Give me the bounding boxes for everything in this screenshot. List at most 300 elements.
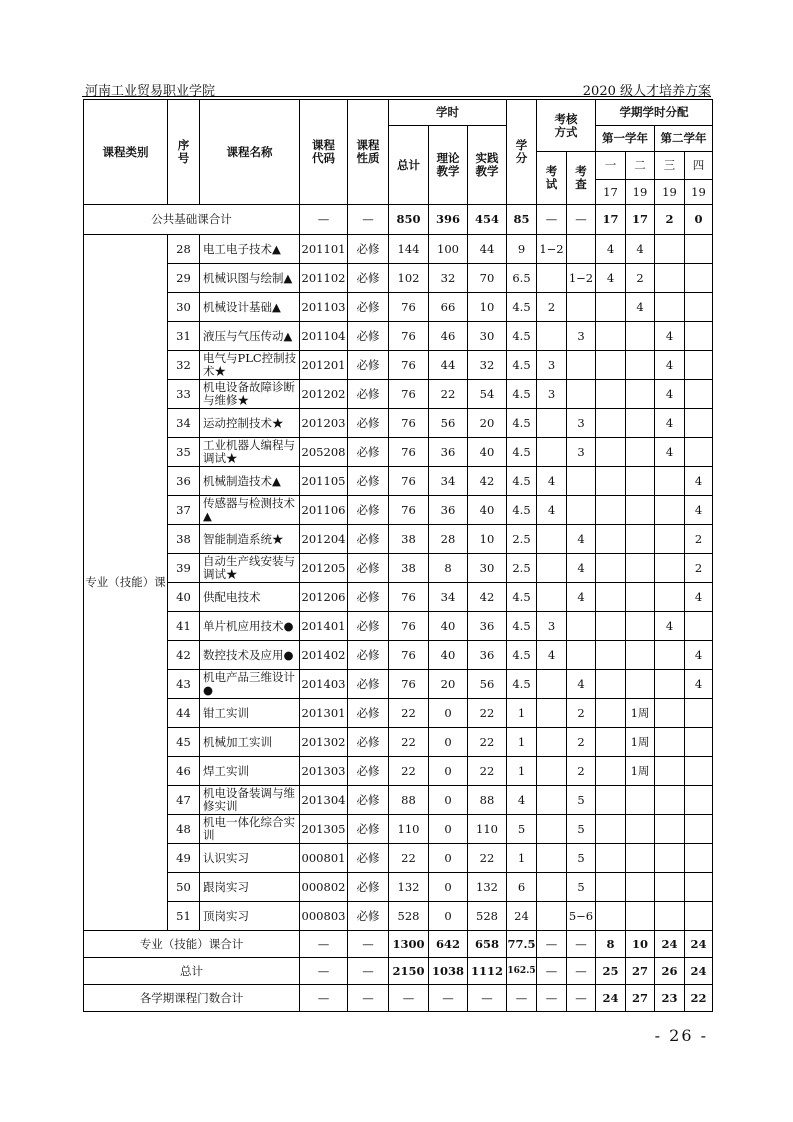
course-check: 5 (567, 786, 596, 815)
public-total-exam: — (537, 205, 567, 235)
course-practice: 54 (468, 380, 507, 409)
course-row (84, 438, 713, 467)
course-check: 4 (567, 670, 596, 699)
course-s1 (596, 322, 626, 351)
course-theory: 0 (429, 844, 468, 873)
course-nature: 必修 (348, 641, 389, 670)
course-s2 (626, 351, 655, 380)
course-name: 机械设计基础▲ (200, 293, 300, 322)
public-total-nature: — (348, 205, 389, 235)
course-exam: 4 (537, 496, 567, 525)
course-name: 电气与PLC控制技术★ (200, 351, 300, 380)
course-s2: 1周 (626, 699, 655, 728)
course-total: 144 (389, 235, 429, 264)
header-year2: 第二学年 (655, 126, 713, 152)
course-s1 (596, 293, 626, 322)
summary-s2: 10 (626, 931, 655, 958)
course-name: 液压与气压传动▲ (200, 322, 300, 351)
course-row (84, 322, 713, 351)
header-weeks-3: 19 (655, 180, 685, 205)
course-exam (537, 438, 567, 467)
course-name: 机电一体化综合实训 (200, 815, 300, 844)
course-code: 201104 (300, 322, 348, 351)
course-theory: 36 (429, 438, 468, 467)
course-name: 电工电子技术▲ (200, 235, 300, 264)
course-code: 201403 (300, 670, 348, 699)
course-check (567, 293, 596, 322)
summary-credit: 162.5 (507, 958, 537, 985)
public-total-s3: 2 (655, 205, 685, 235)
course-number: 47 (168, 786, 200, 815)
course-number: 39 (168, 554, 200, 583)
course-practice: 40 (468, 438, 507, 467)
course-code: 201402 (300, 641, 348, 670)
course-credit: 1 (507, 699, 537, 728)
course-s1 (596, 554, 626, 583)
course-exam (537, 757, 567, 786)
summary-practice: 1112 (468, 958, 507, 985)
course-code: 201101 (300, 235, 348, 264)
course-s3: 4 (655, 438, 685, 467)
course-total: 88 (389, 786, 429, 815)
summary-label: 各学期课程门数合计 (84, 985, 300, 1012)
course-number: 30 (168, 293, 200, 322)
course-number: 35 (168, 438, 200, 467)
course-total: 76 (389, 322, 429, 351)
course-credit: 4.5 (507, 351, 537, 380)
course-row (84, 728, 713, 757)
course-total: 76 (389, 438, 429, 467)
course-theory: 0 (429, 815, 468, 844)
course-s3 (655, 873, 685, 902)
course-name: 跟岗实习 (200, 873, 300, 902)
summary-practice: — (468, 985, 507, 1012)
header-semester-2: 二 (626, 152, 655, 180)
course-code: 201106 (300, 496, 348, 525)
course-credit: 4.5 (507, 293, 537, 322)
course-code: 201303 (300, 757, 348, 786)
course-code: 201203 (300, 409, 348, 438)
course-row (84, 264, 713, 293)
course-s1: 4 (596, 235, 626, 264)
course-s4 (685, 409, 713, 438)
course-exam (537, 873, 567, 902)
course-s4 (685, 380, 713, 409)
course-nature: 必修 (348, 293, 389, 322)
course-nature: 必修 (348, 264, 389, 293)
course-row (84, 873, 713, 902)
course-number: 41 (168, 612, 200, 641)
course-credit: 5 (507, 815, 537, 844)
course-total: 76 (389, 612, 429, 641)
header-check: 考 查 (567, 152, 596, 205)
course-s2 (626, 554, 655, 583)
course-s3 (655, 670, 685, 699)
course-total: 102 (389, 264, 429, 293)
course-row (84, 554, 713, 583)
course-s4 (685, 786, 713, 815)
course-s3 (655, 757, 685, 786)
course-row (84, 757, 713, 786)
summary-row (84, 958, 713, 985)
course-number: 44 (168, 699, 200, 728)
course-practice: 42 (468, 583, 507, 612)
course-total: 22 (389, 844, 429, 873)
header-exam: 考 试 (537, 152, 567, 205)
course-theory: 0 (429, 757, 468, 786)
course-s4 (685, 438, 713, 467)
course-credit: 4.5 (507, 670, 537, 699)
header-credit: 学 分 (507, 100, 537, 205)
course-practice: 110 (468, 815, 507, 844)
course-name: 焊工实训 (200, 757, 300, 786)
course-s1 (596, 612, 626, 641)
public-total-code: — (300, 205, 348, 235)
course-code: 201204 (300, 525, 348, 554)
course-theory: 0 (429, 873, 468, 902)
course-s2 (626, 467, 655, 496)
course-theory: 32 (429, 264, 468, 293)
header-semester-distribution: 学期学时分配 (596, 100, 713, 126)
course-s3 (655, 554, 685, 583)
public-total-theory: 396 (429, 205, 468, 235)
course-name: 机械识图与绘制▲ (200, 264, 300, 293)
course-name: 机械制造技术▲ (200, 467, 300, 496)
course-practice: 10 (468, 525, 507, 554)
summary-s2: 27 (626, 985, 655, 1012)
course-code: 201305 (300, 815, 348, 844)
course-row (84, 525, 713, 554)
course-nature: 必修 (348, 844, 389, 873)
course-s4: 4 (685, 670, 713, 699)
course-s4 (685, 815, 713, 844)
course-practice: 44 (468, 235, 507, 264)
course-s1 (596, 641, 626, 670)
course-theory: 44 (429, 351, 468, 380)
course-s1 (596, 786, 626, 815)
course-s3 (655, 525, 685, 554)
course-row (84, 641, 713, 670)
course-total: 528 (389, 902, 429, 931)
summary-check: — (567, 958, 596, 985)
course-credit: 4.5 (507, 438, 537, 467)
course-nature: 必修 (348, 670, 389, 699)
course-s3 (655, 496, 685, 525)
course-theory: 34 (429, 467, 468, 496)
course-practice: 30 (468, 322, 507, 351)
summary-s4: 22 (685, 985, 713, 1012)
course-practice: 22 (468, 757, 507, 786)
course-theory: 0 (429, 786, 468, 815)
course-s4 (685, 322, 713, 351)
course-s2: 2 (626, 264, 655, 293)
course-number: 45 (168, 728, 200, 757)
course-theory: 0 (429, 728, 468, 757)
summary-row (84, 931, 713, 958)
course-name: 机电产品三维设计● (200, 670, 300, 699)
course-code: 201301 (300, 699, 348, 728)
course-s4 (685, 757, 713, 786)
course-nature: 必修 (348, 728, 389, 757)
course-row (84, 409, 713, 438)
course-nature: 必修 (348, 409, 389, 438)
course-check (567, 496, 596, 525)
summary-label: 专业（技能）课合计 (84, 931, 300, 958)
course-total: 132 (389, 873, 429, 902)
course-s2 (626, 815, 655, 844)
course-total: 76 (389, 670, 429, 699)
course-theory: 28 (429, 525, 468, 554)
course-s3 (655, 583, 685, 612)
course-s1 (596, 351, 626, 380)
summary-check: — (567, 985, 596, 1012)
course-exam (537, 786, 567, 815)
course-exam: 4 (537, 467, 567, 496)
course-s2 (626, 583, 655, 612)
course-credit: 4.5 (507, 641, 537, 670)
course-nature: 必修 (348, 757, 389, 786)
course-code: 201206 (300, 583, 348, 612)
course-s3 (655, 728, 685, 757)
course-practice: 20 (468, 409, 507, 438)
course-s2 (626, 786, 655, 815)
course-total: 76 (389, 351, 429, 380)
course-exam (537, 264, 567, 293)
course-s2 (626, 902, 655, 931)
course-nature: 必修 (348, 902, 389, 931)
course-nature: 必修 (348, 583, 389, 612)
course-s2 (626, 496, 655, 525)
course-exam (537, 409, 567, 438)
summary-total: — (389, 985, 429, 1012)
course-credit: 1 (507, 757, 537, 786)
course-exam (537, 844, 567, 873)
course-code: 000801 (300, 844, 348, 873)
course-nature: 必修 (348, 438, 389, 467)
course-exam (537, 728, 567, 757)
course-theory: 56 (429, 409, 468, 438)
course-name: 传感器与检测技术▲ (200, 496, 300, 525)
public-total-credit: 85 (507, 205, 537, 235)
course-code: 201103 (300, 293, 348, 322)
course-total: 76 (389, 496, 429, 525)
course-s1 (596, 438, 626, 467)
course-number: 46 (168, 757, 200, 786)
summary-theory: 1038 (429, 958, 468, 985)
summary-theory: 642 (429, 931, 468, 958)
course-credit: 4.5 (507, 467, 537, 496)
course-exam: 1−2 (537, 235, 567, 264)
summary-s1: 25 (596, 958, 626, 985)
course-total: 22 (389, 699, 429, 728)
course-check: 2 (567, 728, 596, 757)
course-s4: 2 (685, 525, 713, 554)
course-number: 49 (168, 844, 200, 873)
course-s4 (685, 844, 713, 873)
course-s2: 4 (626, 293, 655, 322)
course-number: 38 (168, 525, 200, 554)
course-s1 (596, 467, 626, 496)
course-credit: 2.5 (507, 554, 537, 583)
summary-s1: 24 (596, 985, 626, 1012)
course-s4 (685, 293, 713, 322)
course-s1 (596, 670, 626, 699)
course-row (84, 351, 713, 380)
course-row (84, 467, 713, 496)
course-credit: 24 (507, 902, 537, 931)
course-total: 76 (389, 583, 429, 612)
course-total: 76 (389, 293, 429, 322)
course-credit: 4.5 (507, 322, 537, 351)
course-s2: 1周 (626, 757, 655, 786)
course-exam (537, 525, 567, 554)
course-code: 000802 (300, 873, 348, 902)
course-s3 (655, 786, 685, 815)
course-s3: 4 (655, 380, 685, 409)
course-theory: 100 (429, 235, 468, 264)
header-hours: 学时 (389, 100, 507, 126)
course-code: 201304 (300, 786, 348, 815)
course-check: 3 (567, 438, 596, 467)
course-theory: 0 (429, 699, 468, 728)
summary-credit: — (507, 985, 537, 1012)
course-code: 201201 (300, 351, 348, 380)
course-row (84, 380, 713, 409)
course-row (84, 293, 713, 322)
course-s1 (596, 583, 626, 612)
header-semester-4: 四 (685, 152, 713, 180)
course-theory: 46 (429, 322, 468, 351)
course-practice: 88 (468, 786, 507, 815)
course-exam: 2 (537, 293, 567, 322)
course-number: 36 (168, 467, 200, 496)
course-s2: 4 (626, 235, 655, 264)
course-credit: 1 (507, 728, 537, 757)
course-row (84, 844, 713, 873)
course-s4: 4 (685, 641, 713, 670)
course-name: 工业机器人编程与调试★ (200, 438, 300, 467)
course-exam: 3 (537, 380, 567, 409)
course-nature: 必修 (348, 873, 389, 902)
summary-s3: 24 (655, 931, 685, 958)
summary-nature: — (348, 958, 389, 985)
page-number: - 26 - (654, 1026, 708, 1045)
header-semester-1: 一 (596, 152, 626, 180)
course-total: 110 (389, 815, 429, 844)
course-s3 (655, 467, 685, 496)
course-s2 (626, 409, 655, 438)
course-number: 29 (168, 264, 200, 293)
course-s3 (655, 902, 685, 931)
summary-check: — (567, 931, 596, 958)
course-s1 (596, 815, 626, 844)
course-code: 201102 (300, 264, 348, 293)
course-number: 40 (168, 583, 200, 612)
course-number: 43 (168, 670, 200, 699)
header-course-code: 课程 代码 (300, 100, 348, 205)
summary-row (84, 985, 713, 1012)
summary-total: 1300 (389, 931, 429, 958)
course-exam (537, 815, 567, 844)
course-total: 38 (389, 525, 429, 554)
header-school-name: 河南工业贸易职业学院 (85, 84, 216, 99)
course-practice: 132 (468, 873, 507, 902)
header-category: 课程类别 (84, 100, 168, 205)
course-s4: 2 (685, 554, 713, 583)
course-credit: 4.5 (507, 583, 537, 612)
course-s1 (596, 525, 626, 554)
course-practice: 36 (468, 641, 507, 670)
course-total: 22 (389, 757, 429, 786)
course-nature: 必修 (348, 380, 389, 409)
summary-s4: 24 (685, 958, 713, 985)
course-s3 (655, 699, 685, 728)
course-practice: 32 (468, 351, 507, 380)
course-practice: 22 (468, 844, 507, 873)
course-s2 (626, 525, 655, 554)
course-s4 (685, 728, 713, 757)
course-row (84, 670, 713, 699)
course-nature: 必修 (348, 351, 389, 380)
course-s1: 4 (596, 264, 626, 293)
course-check (567, 467, 596, 496)
public-total-s1: 17 (596, 205, 626, 235)
course-practice: 70 (468, 264, 507, 293)
course-check: 5 (567, 815, 596, 844)
course-name: 机械加工实训 (200, 728, 300, 757)
course-s4 (685, 612, 713, 641)
header-weeks-4: 19 (685, 180, 713, 205)
course-row (84, 496, 713, 525)
header-weeks-2: 19 (626, 180, 655, 205)
summary-nature: — (348, 931, 389, 958)
public-total-hours: 850 (389, 205, 429, 235)
course-s1 (596, 844, 626, 873)
course-s1 (596, 380, 626, 409)
course-row (84, 612, 713, 641)
course-name: 智能制造系统★ (200, 525, 300, 554)
course-name: 认识实习 (200, 844, 300, 873)
header-course-nature: 课程 性质 (348, 100, 389, 205)
course-nature: 必修 (348, 786, 389, 815)
course-row (84, 815, 713, 844)
course-practice: 528 (468, 902, 507, 931)
course-nature: 必修 (348, 554, 389, 583)
course-practice: 10 (468, 293, 507, 322)
course-credit: 1 (507, 844, 537, 873)
course-s2 (626, 612, 655, 641)
course-nature: 必修 (348, 467, 389, 496)
header-assessment: 考核 方式 (537, 100, 596, 152)
course-s1 (596, 902, 626, 931)
course-s3: 4 (655, 322, 685, 351)
course-plan-table (83, 99, 713, 1012)
course-credit: 6 (507, 873, 537, 902)
summary-s4: 24 (685, 931, 713, 958)
course-credit: 4.5 (507, 496, 537, 525)
course-exam (537, 699, 567, 728)
course-number: 34 (168, 409, 200, 438)
course-nature: 必修 (348, 496, 389, 525)
summary-code: — (300, 985, 348, 1012)
course-number: 48 (168, 815, 200, 844)
header-year1: 第一学年 (596, 126, 655, 152)
course-name: 供配电技术 (200, 583, 300, 612)
course-nature: 必修 (348, 815, 389, 844)
course-s1 (596, 873, 626, 902)
course-s2 (626, 322, 655, 351)
course-name: 顶岗实习 (200, 902, 300, 931)
